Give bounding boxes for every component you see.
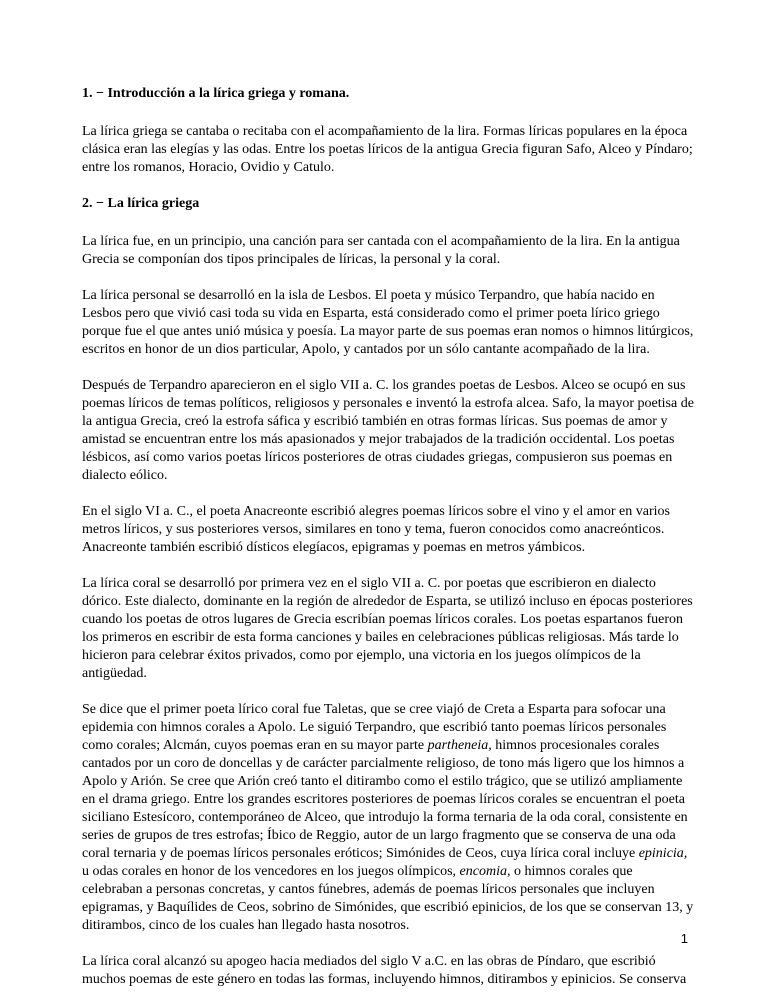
italic-term: partheneia, <box>427 738 492 753</box>
paragraph-lirica-personal: La lírica personal se desarrolló en la isla de Lesbos. El poeta y músico Terpandro, que había nacido en Lesbos pero que vivió casi toda su vida en Esparta, está considerado como el primer poeta lírico griego porque fue el que antes unió música y poesía. La mayor parte de sus poemas eran nomos o himnos litúrgicos, escritos en honor de un dios particular, Apolo, y cantados por un sólo cantante acompañado de la lira. <box>82 288 694 357</box>
paragraph-lirica-definition: La lírica fue, en un principio, una canción para ser cantada con el acompañamiento de la lira. En la antigua Grecia se componían dos tipos principales de líricas, la personal y la coral. <box>82 234 680 267</box>
paragraph-text: himnos procesionales corales cantados por un coro de doncellas y de carácter parcialmente religioso, de tono más ligero que los himnos a Apolo y Arión. Se cree que Arión creó tanto el ditirambo como el estilo trágico, que se utilizó ampliamente en el drama griego. Entre los grandes escritores posteriores de poemas líricos corales se encuentran el poeta siciliano Estesícoro, contemporáneo de Alceo, que introdujo la forma ternaria de la oda coral, consistente en series de grupos de tres estrofas; Íbico de Reggio, autor de un largo fragmento que se conserva de una oda coral ternaria y de poemas líricos personales eróticos; Simónides de Ceos, cuya lírica coral incluye <box>82 738 688 861</box>
paragraph-intro: La lírica griega se cantaba o recitaba con el acompañamiento de la lira. Formas líricas populares en la época clásica eran las elegías y las odas. Entre los poetas líricos de la antigua Grecia figuran Safo, Alceo y Píndaro; entre los romanos, Horacio, Ovidio y Catulo. <box>82 124 693 175</box>
section-heading-2: 2. − La lírica griega <box>82 196 200 211</box>
paragraph-poetas-lesbos: Después de Terpandro aparecieron en el siglo VII a. C. los grandes poetas de Lesbos. Alceo se ocupó en sus poemas líricos de temas políticos, religiosos y personales e inventó la estrofa alcea. Safo, la mayor poetisa de la antigua Grecia, creó la estrofa sáfica y escribió también en otras formas líricas. Sus poemas de amor y amistad se encuentran entre los más apasionados y mejor trabajados de la tradición occidental. Los poetas lésbicos, así como varios poetas líricos posteriores de otras ciudades griegas, compusieron sus poemas en dialecto eólico. <box>82 378 694 483</box>
paragraph-anacreonte: En el siglo VI a. C., el poeta Anacreonte escribió alegres poemas líricos sobre el vino y el amor en varios metros líricos, y sus posteriores versos, similares en tono y tema, fueron conocidos como anacreónticos. Anacreonte también escribió dísticos elegíacos, epigramas y poemas en metros yámbicos. <box>82 504 670 555</box>
italic-term: epinicia, <box>638 846 688 861</box>
document-page <box>82 85 694 1007</box>
page-number: 1 <box>680 931 688 946</box>
paragraph-text: o himnos corales que celebraban a personas concretas, y cantos fúnebres, además de poemas líricos personales que incluyen epigramas, y Baquílides de Ceos, sobrino de Simónides, que escribió epinicios, de los que se conservan 13, y ditirambos, cinco de los cuales han llegado hasta nosotros. <box>82 864 694 933</box>
italic-term: encomia, <box>459 864 511 879</box>
paragraph-text: u odas corales en honor de los vencedores en los juegos olímpicos, <box>82 864 460 879</box>
paragraph-lirica-coral: La lírica coral se desarrolló por primera vez en el siglo VII a. C. por poetas que escribieron en dialecto dórico. Este dialecto, dominante en la región de alrededor de Esparta, se utilizó incluso en épocas posteriores cuando los poetas de otros lugares de Grecia escribían poemas líricos corales. Los poetas espartanos fueron los primeros en escribir de esta forma canciones y bailes en celebraciones públicas religiosas. Más tarde lo hicieron para celebrar éxitos privados, como por ejemplo, una victoria en los juegos olímpicos de la antigüedad. <box>82 576 693 681</box>
paragraph-pindaro: La lírica coral alcanzó su apogeo hacia mediados del siglo V a.C. en las obras de Píndaro, que escribió muchos poemas de este género en todas las formas, incluyendo himnos, ditirambos y epinicios. Se conserva <box>82 954 687 987</box>
paragraph-poetas-corales <box>82 701 694 935</box>
paragraph-text: Se dice que el primer poeta lírico coral fue Taletas, que se cree viajó de Creta a Esparta para sofocar una epidemia con himnos corales a Apolo. Le siguió Terpandro, que escribió tanto poemas líricos personales como corales; Alcmán, cuyos poemas eran en su mayor parte <box>82 702 667 753</box>
section-heading-1: 1. − Introducción a la lírica griega y romana. <box>82 86 350 101</box>
